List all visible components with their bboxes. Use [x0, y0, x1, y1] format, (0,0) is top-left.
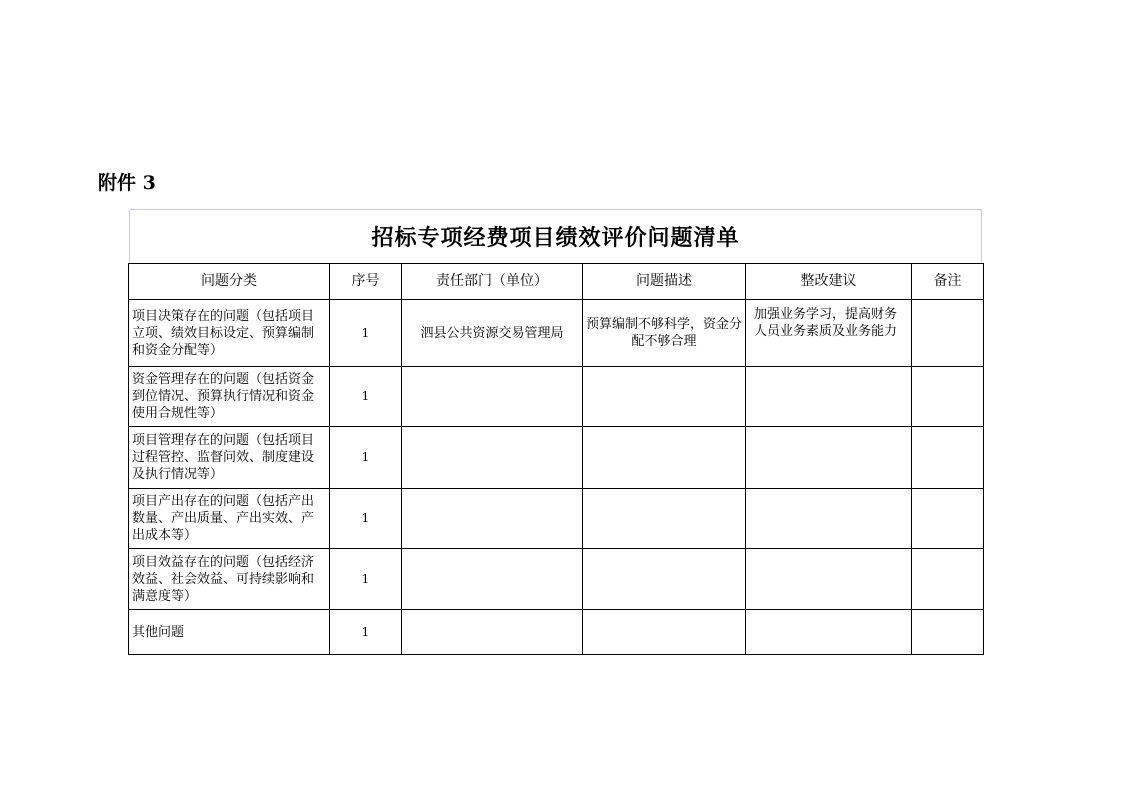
category-cell: 项目产出存在的问题（包括产出数量、产出质量、产出实效、产出成本等）: [129, 489, 330, 549]
column-header-department: 责任部门（单位）: [402, 264, 583, 300]
department-cell: 泗县公共资源交易管理局: [402, 300, 583, 367]
remark-cell: [912, 300, 984, 367]
seq-cell: 1: [330, 427, 402, 489]
seq-cell: 1: [330, 610, 402, 655]
remark-cell: [912, 367, 984, 427]
advice-cell: [746, 489, 912, 549]
description-cell: [583, 549, 746, 610]
table-row: [129, 367, 984, 427]
description-cell: [583, 489, 746, 549]
category-cell: 项目效益存在的问题（包括经济效益、社会效益、可持续影响和满意度等）: [129, 549, 330, 610]
table-header-row: [129, 264, 984, 300]
table-row: [129, 549, 984, 610]
table-row: [129, 427, 984, 489]
advice-cell: 加强业务学习，提高财务人员业务素质及业务能力: [746, 300, 912, 367]
department-cell: [402, 610, 583, 655]
column-header-seq: 序号: [330, 264, 402, 300]
table-row: [129, 489, 984, 549]
seq-cell: 1: [330, 549, 402, 610]
table-title: 招标专项经费项目绩效评价问题清单: [371, 225, 740, 251]
advice-cell: [746, 549, 912, 610]
seq-cell: 1: [330, 367, 402, 427]
advice-cell: [746, 610, 912, 655]
category-cell: 项目管理存在的问题（包括项目过程管控、监督问效、制度建设及执行情况等）: [129, 427, 330, 489]
column-header-category: 问题分类: [129, 264, 330, 300]
seq-cell: 1: [330, 489, 402, 549]
remark-cell: [912, 489, 984, 549]
remark-cell: [912, 427, 984, 489]
advice-cell: [746, 427, 912, 489]
seq-cell: 1: [330, 300, 402, 367]
table-row: [129, 610, 984, 655]
category-cell: 其他问题: [129, 610, 330, 655]
description-cell: [583, 427, 746, 489]
description-cell: 预算编制不够科学，资金分配不够合理: [583, 300, 746, 367]
remark-cell: [912, 610, 984, 655]
column-header-description: 问题描述: [583, 264, 746, 300]
description-cell: [583, 367, 746, 427]
table-row: [129, 300, 984, 367]
category-cell: 资金管理存在的问题（包括资金到位情况、预算执行情况和资金使用合规性等）: [129, 367, 330, 427]
column-header-remark: 备注: [912, 264, 984, 300]
table-title-box: [129, 209, 982, 263]
attachment-label: 附件 3: [98, 172, 156, 194]
advice-cell: [746, 367, 912, 427]
department-cell: [402, 367, 583, 427]
department-cell: [402, 489, 583, 549]
department-cell: [402, 427, 583, 489]
remark-cell: [912, 549, 984, 610]
description-cell: [583, 610, 746, 655]
department-cell: [402, 549, 583, 610]
column-header-advice: 整改建议: [746, 264, 912, 300]
issues-table: [128, 263, 984, 655]
category-cell: 项目决策存在的问题（包括项目立项、绩效目标设定、预算编制和资金分配等）: [129, 300, 330, 367]
